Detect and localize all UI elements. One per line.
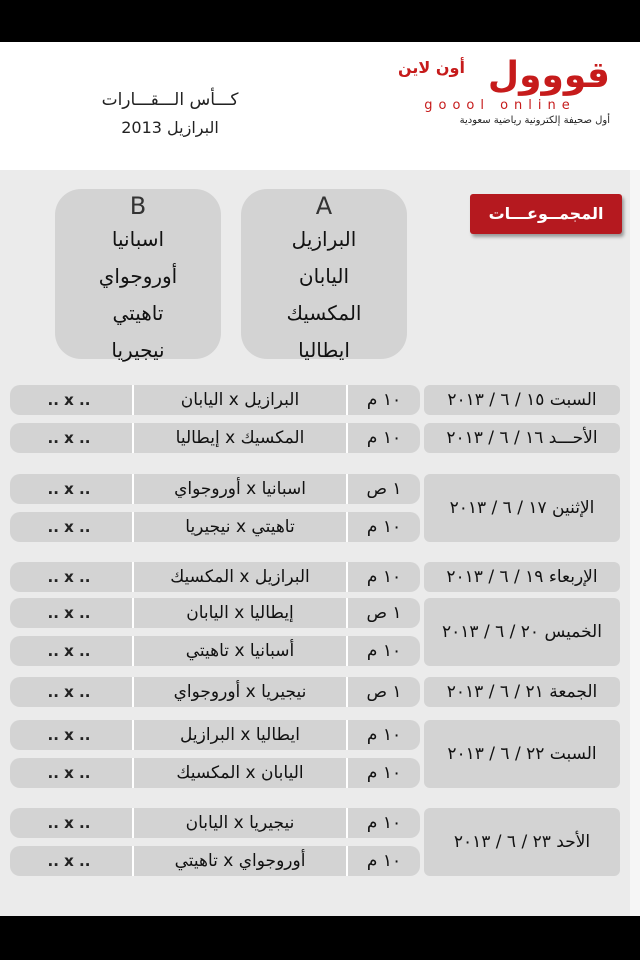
match-teams: المكسيك x إيطاليا: [132, 423, 348, 453]
group-team: المكسيك: [286, 301, 362, 325]
date-label: الإثنين ١٧ / ٦ / ٢٠١٣: [449, 498, 595, 518]
match-time: ١ ص: [366, 479, 402, 499]
logo-tagline: أول صحيفة إلكترونية رياضية سعودية: [459, 115, 610, 126]
match-teams: أسبانيا x تاهيتي: [132, 636, 348, 666]
group-letter: B: [129, 192, 147, 220]
match-row: [10, 846, 420, 876]
date-label: السبت ٢٢ / ٦ / ٢٠١٣: [447, 744, 597, 764]
match-teams: اليابان x المكسيك: [132, 758, 348, 788]
top-black-bar: [0, 0, 640, 42]
match-time: ١٠ م: [366, 567, 402, 587]
match-row: [10, 512, 420, 542]
match-row: [10, 423, 420, 453]
date-cell: [424, 677, 620, 707]
match-score: .. x ..: [47, 683, 91, 701]
match-score: .. x ..: [47, 764, 91, 782]
brand-logo: [390, 56, 610, 156]
match-row: [10, 598, 420, 628]
match-time: ١٠ م: [366, 763, 402, 783]
date-cell: [424, 385, 620, 415]
date-label: الأحـــد ١٦ / ٦ / ٢٠١٣: [446, 428, 598, 448]
match-score: .. x ..: [47, 480, 91, 498]
match-time: ١٠ م: [366, 641, 402, 661]
match-time: ١٠ م: [366, 725, 402, 745]
date-cell: [424, 423, 620, 453]
date-cell: [424, 562, 620, 592]
date-label: الأحد ٢٣ / ٦ / ٢٠١٣: [453, 832, 591, 852]
side-edge: [630, 170, 640, 916]
group-team: ايطاليا: [298, 338, 350, 362]
match-row: [10, 677, 420, 707]
match-row: [10, 562, 420, 592]
match-teams: ايطاليا x البرازيل: [132, 720, 348, 750]
logo-sub-text: أون لاين: [398, 58, 465, 77]
date-cell: [424, 720, 620, 788]
match-teams: أوروجواي x تاهيتي: [132, 846, 348, 876]
match-score: .. x ..: [47, 642, 91, 660]
match-row: [10, 720, 420, 750]
group-team: البرازيل: [291, 227, 357, 251]
match-row: [10, 758, 420, 788]
match-row: [10, 474, 420, 504]
date-label: السبت ١٥ / ٦ / ٢٠١٣: [447, 390, 597, 410]
group-team: تاهيتي: [112, 301, 164, 325]
group-team: أوروجواي: [98, 264, 178, 288]
date-label: الإربعاء ١٩ / ٦ / ٢٠١٣: [446, 567, 598, 587]
date-label: الجمعة ٢١ / ٦ / ٢٠١٣: [446, 682, 598, 702]
logo-main-text: قووول: [487, 55, 610, 96]
match-time: ١٠ م: [366, 813, 402, 833]
match-score: .. x ..: [47, 568, 91, 586]
cup-subtitle: البرازيل 2013: [121, 118, 219, 137]
match-row: [10, 808, 420, 838]
match-score: .. x ..: [47, 391, 91, 409]
match-teams: إيطاليا x اليابان: [132, 598, 348, 628]
match-teams: تاهيتي x نيجيريا: [132, 512, 348, 542]
schedule-page: [0, 42, 640, 916]
match-score: .. x ..: [47, 604, 91, 622]
match-time: ١٠ م: [366, 390, 402, 410]
cup-title: كـــأس الـــقـــارات: [101, 90, 239, 110]
match-time: ١ ص: [366, 603, 402, 623]
logo-latin-text: goool online: [424, 98, 576, 113]
match-score: .. x ..: [47, 518, 91, 536]
match-score: .. x ..: [47, 726, 91, 744]
date-cell: [424, 808, 620, 876]
page-header: [0, 42, 640, 170]
match-time: ١٠ م: [366, 428, 402, 448]
match-score: .. x ..: [47, 814, 91, 832]
match-teams: نيجيريا x اليابان: [132, 808, 348, 838]
match-row: [10, 385, 420, 415]
match-score: .. x ..: [47, 852, 91, 870]
match-row: [10, 636, 420, 666]
bottom-black-bar: [0, 916, 640, 960]
match-score: .. x ..: [47, 429, 91, 447]
group-team: اسبانيا: [111, 227, 165, 251]
group-team: نيجيريا: [111, 338, 165, 362]
group-b-box: [55, 189, 221, 362]
date-cell: [424, 474, 620, 542]
date-cell: [424, 598, 620, 666]
match-teams: البرازيل x اليابان: [132, 385, 348, 415]
match-teams: نيجيريا x أوروجواي: [132, 677, 348, 707]
match-time: ١٠ م: [366, 517, 402, 537]
groups-badge: المجمــوعـــات: [470, 194, 622, 234]
match-teams: البرازيل x المكسيك: [132, 562, 348, 592]
group-letter: A: [315, 192, 333, 220]
match-time: ١ ص: [366, 682, 402, 702]
group-team: اليابان: [298, 264, 350, 288]
group-a-box: [241, 189, 407, 362]
match-time: ١٠ م: [366, 851, 402, 871]
date-label: الخميس ٢٠ / ٦ / ٢٠١٣: [442, 622, 602, 642]
match-teams: اسبانيا x أوروجواي: [132, 474, 348, 504]
